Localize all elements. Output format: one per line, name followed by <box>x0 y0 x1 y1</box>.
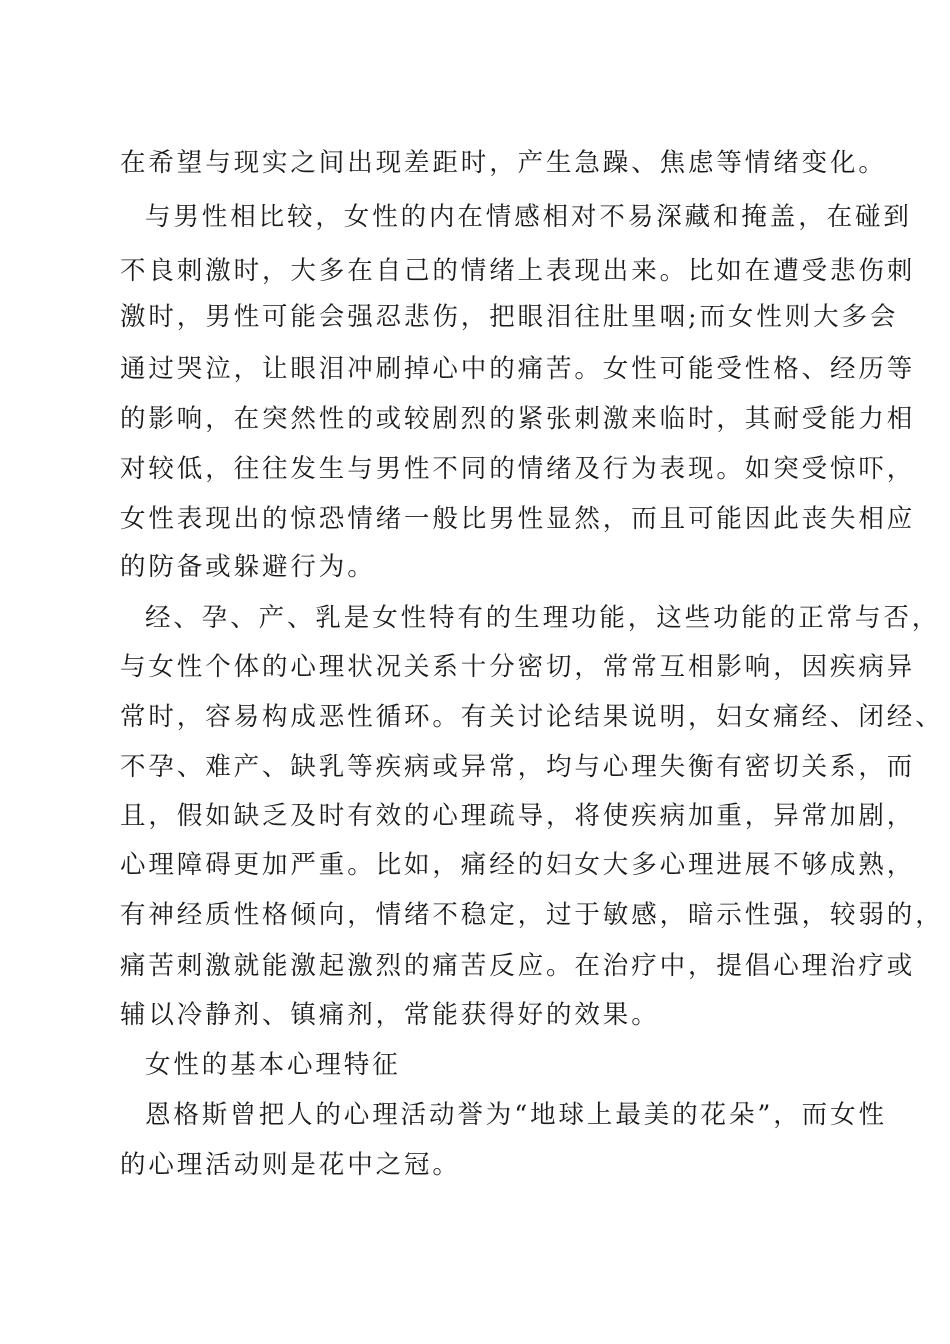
section-heading: 女性的基本心理特征 <box>145 1050 401 1080</box>
text-line: 不良刺激时，大多在自己的情绪上表现出来。比如在遭受悲伤刺 <box>120 256 916 286</box>
text-line: 在希望与现实之间出现差距时，产生急躁、焦虑等情绪变化。 <box>120 148 887 178</box>
text-line: 心理障碍更加严重。比如，痛经的妇女大多心理进展不够成熟， <box>120 850 916 880</box>
text-line: 的影响，在突然性的或较剧烈的紧张刺激来临时，其耐受能力相 <box>120 404 916 434</box>
text-line: 有神经质性格倾向，情绪不稳定，过于敏感，暗示性强，较弱的， <box>120 900 944 930</box>
text-line: 的防备或躲避行为。 <box>120 552 376 582</box>
text-line: 痛苦刺激就能激起激烈的痛苦反应。在治疗中，提倡心理治疗或 <box>120 951 916 981</box>
text-line: 辅以冷静剂、镇痛剂，常能获得好的效果。 <box>120 1000 660 1030</box>
text-line: 与女性个体的心理状况关系十分密切，常常互相影响，因疾病异 <box>120 652 916 682</box>
text-line: 经、孕、产、乳是女性特有的生理功能，这些功能的正常与否， <box>145 603 941 633</box>
text-line: 通过哭泣，让眼泪冲刷掉心中的痛苦。女性可能受性格、经历等 <box>120 354 916 384</box>
text-line: 且，假如缺乏及时有效的心理疏导，将使疾病加重，异常加剧， <box>120 801 916 831</box>
text-line: 与男性相比较，女性的内在情感相对不易深藏和掩盖，在碰到 <box>145 202 912 232</box>
text-line: 激时，男性可能会强忍悲伤，把眼泪往肚里咽;而女性则大多会 <box>120 302 899 332</box>
text-line: 常时，容易构成恶性循环。有关讨论结果说明，妇女痛经、闭经、 <box>120 702 944 732</box>
text-line: 不孕、难产、缺乳等疾病或异常，均与心理失衡有密切关系，而 <box>120 752 916 782</box>
text-line: 恩格斯曾把人的心理活动誉为“地球上最美的花朵”，而女性 <box>145 1100 887 1130</box>
text-line: 女性表现出的惊恐情绪一般比男性显然，而且可能因此丧失相应 <box>120 504 916 534</box>
text-line: 的心理活动则是花中之冠。 <box>120 1150 461 1180</box>
text-line: 对较低，往往发生与男性不同的情绪及行为表现。如突受惊吓， <box>120 454 916 484</box>
